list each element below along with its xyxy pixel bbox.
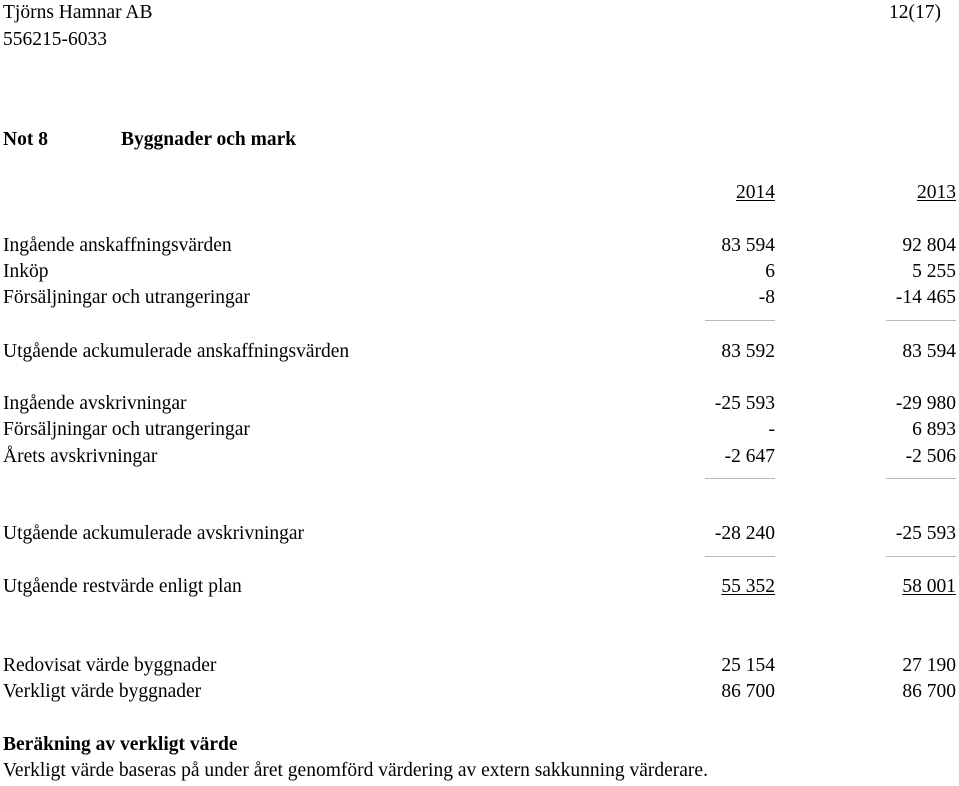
row-value-2014: 83 592 xyxy=(721,341,775,362)
page-number: 12(17) xyxy=(889,2,941,23)
row-value-2013: 92 804 xyxy=(902,235,956,256)
row-value-2014: 25 154 xyxy=(721,655,775,676)
sum-rule xyxy=(705,478,775,479)
row-label: Utgående restvärde enligt plan xyxy=(3,576,242,597)
row-label: Verkligt värde byggnader xyxy=(3,681,202,702)
row-value-2013: 86 700 xyxy=(902,681,956,702)
row-value-2013: -25 593 xyxy=(895,523,956,544)
row-value-2014: -2 647 xyxy=(724,446,775,467)
row-value-2014: 83 594 xyxy=(721,235,775,256)
column-header-2014: 2014 xyxy=(736,182,775,203)
note-number: Not 8 xyxy=(3,129,48,150)
row-value-2014: -28 240 xyxy=(714,523,775,544)
row-value-2014: 86 700 xyxy=(721,681,775,702)
sum-rule xyxy=(886,556,956,557)
row-value-2014: - xyxy=(768,419,775,440)
row-value-2013: 83 594 xyxy=(902,341,956,362)
sum-rule xyxy=(705,320,775,321)
sum-rule xyxy=(886,320,956,321)
row-value-2014: -8 xyxy=(758,287,775,308)
row-label: Ingående anskaffningsvärden xyxy=(3,235,232,256)
row-label: Ingående avskrivningar xyxy=(3,393,187,414)
row-label: Utgående ackumulerade avskrivningar xyxy=(3,523,305,544)
row-label: Inköp xyxy=(3,261,49,282)
org-number: 556215-6033 xyxy=(3,29,107,50)
row-value-2013: 27 190 xyxy=(902,655,956,676)
row-label: Redovisat värde byggnader xyxy=(3,655,217,676)
row-value-2013: -2 506 xyxy=(905,446,956,467)
sum-rule xyxy=(886,478,956,479)
company-name: Tjörns Hamnar AB xyxy=(3,2,153,23)
fair-value-heading: Beräkning av verkligt värde xyxy=(3,734,238,755)
row-value-2013: -14 465 xyxy=(895,287,956,308)
row-label: Utgående ackumulerade anskaffningsvärden xyxy=(3,341,350,362)
row-value-2013: -29 980 xyxy=(895,393,956,414)
row-value-2014: 6 xyxy=(765,261,775,282)
fair-value-text: Verkligt värde baseras på under året genomförd värdering av extern sakkunning värderare. xyxy=(3,760,708,781)
row-value-2014: 55 352 xyxy=(721,576,775,597)
row-value-2013: 58 001 xyxy=(902,576,956,597)
note-title: Byggnader och mark xyxy=(121,129,297,150)
row-value-2014: -25 593 xyxy=(714,393,775,414)
column-header-2013: 2013 xyxy=(917,182,956,203)
sum-rule xyxy=(705,556,775,557)
row-label: Årets avskrivningar xyxy=(3,446,158,467)
row-label: Försäljningar och utrangeringar xyxy=(3,419,250,440)
row-label: Försäljningar och utrangeringar xyxy=(3,287,250,308)
row-value-2013: 6 893 xyxy=(912,419,956,440)
row-value-2013: 5 255 xyxy=(912,261,956,282)
